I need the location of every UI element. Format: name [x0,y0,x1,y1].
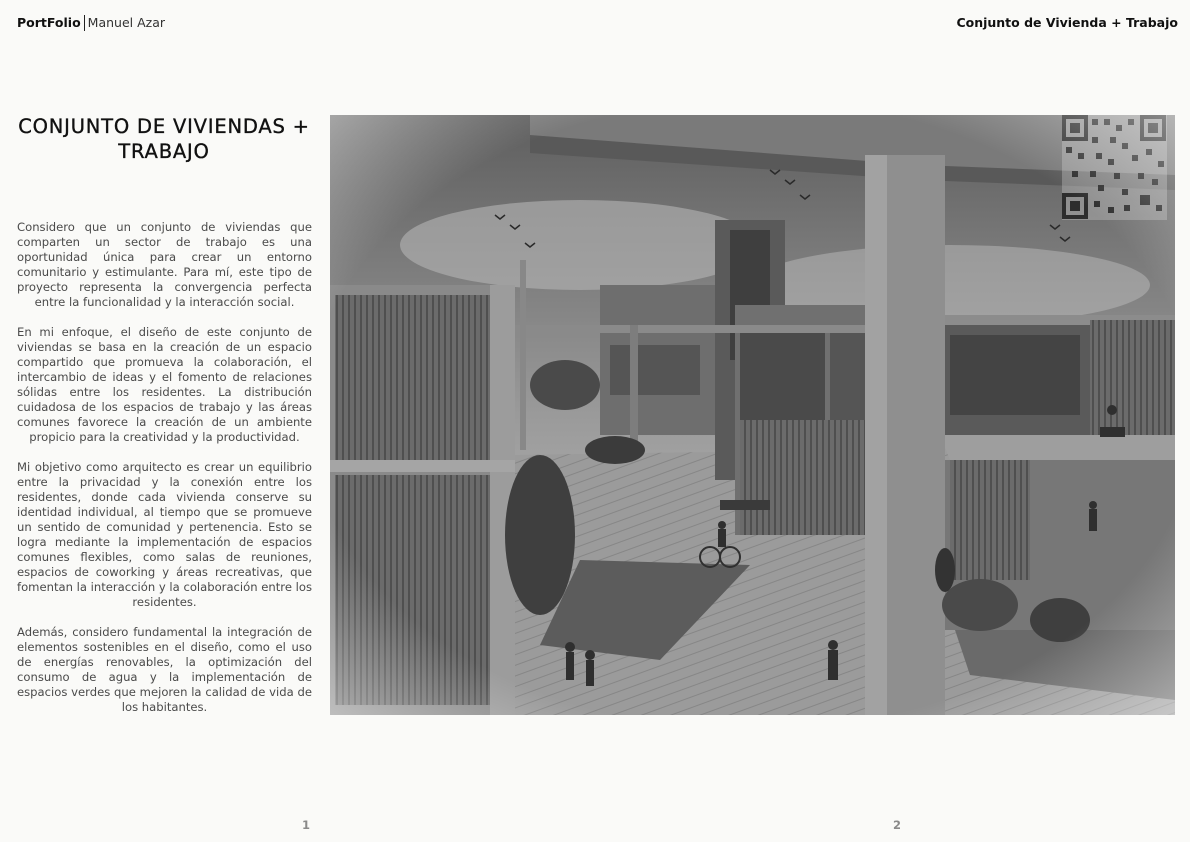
page-title: CONJUNTO DE VIVIENDAS + TRABAJO [18,115,310,163]
architecture-render-image [330,115,1175,715]
page-number-right: 2 [893,818,902,832]
header-divider [84,15,85,31]
project-header-title: Conjunto de Vivienda + Trabajo [956,15,1178,30]
description-text [17,220,312,730]
paragraph-3: Mi objetivo como arquitecto es crear un equilibrio entre la privacidad y la conexión entre los residentes, donde cada vivienda conserve su identidad individual, al tiempo que se promueve un sentido de comunidad y pertenencia. Esto se logra mediante la implementación de espacios comunes flexibles, como salas de reuniones, espacios de coworking y áreas recreativas, que fomentan la interacción y la colaboración entre los residentes. [17,460,312,609]
portfolio-brand: PortFolio [17,15,81,30]
author-name: Manuel Azar [87,15,166,30]
paragraph-4: Además, considero fundamental la integración de elementos sostenibles en el diseño, como el uso de energías renovables, la optimización del consumo de agua y la implementación de espacios verdes que mejoren la calidad de vida de los habitantes. [17,625,312,714]
header-branding [17,15,165,31]
paragraph-1: Considero que un conjunto de viviendas que comparten un sector de trabajo es una oportunidad única para crear un entorno comunitario y estimulante. Para mí, este tipo de proyecto representa la convergencia perfecta entre la funcionalidad y la interacción social. [17,220,312,309]
paragraph-2: En mi enfoque, el diseño de este conjunto de viviendas se basa en la creación de un espacio compartido que promueva la colaboración, el intercambio de ideas y el fomento de relaciones sólidas entre los residentes. La distribución cuidadosa de los espacios de trabajo y las áreas comunes favorece la creación de un ambiente propicio para la creatividad y la productividad. [17,325,312,444]
page-number-left: 1 [302,818,311,832]
